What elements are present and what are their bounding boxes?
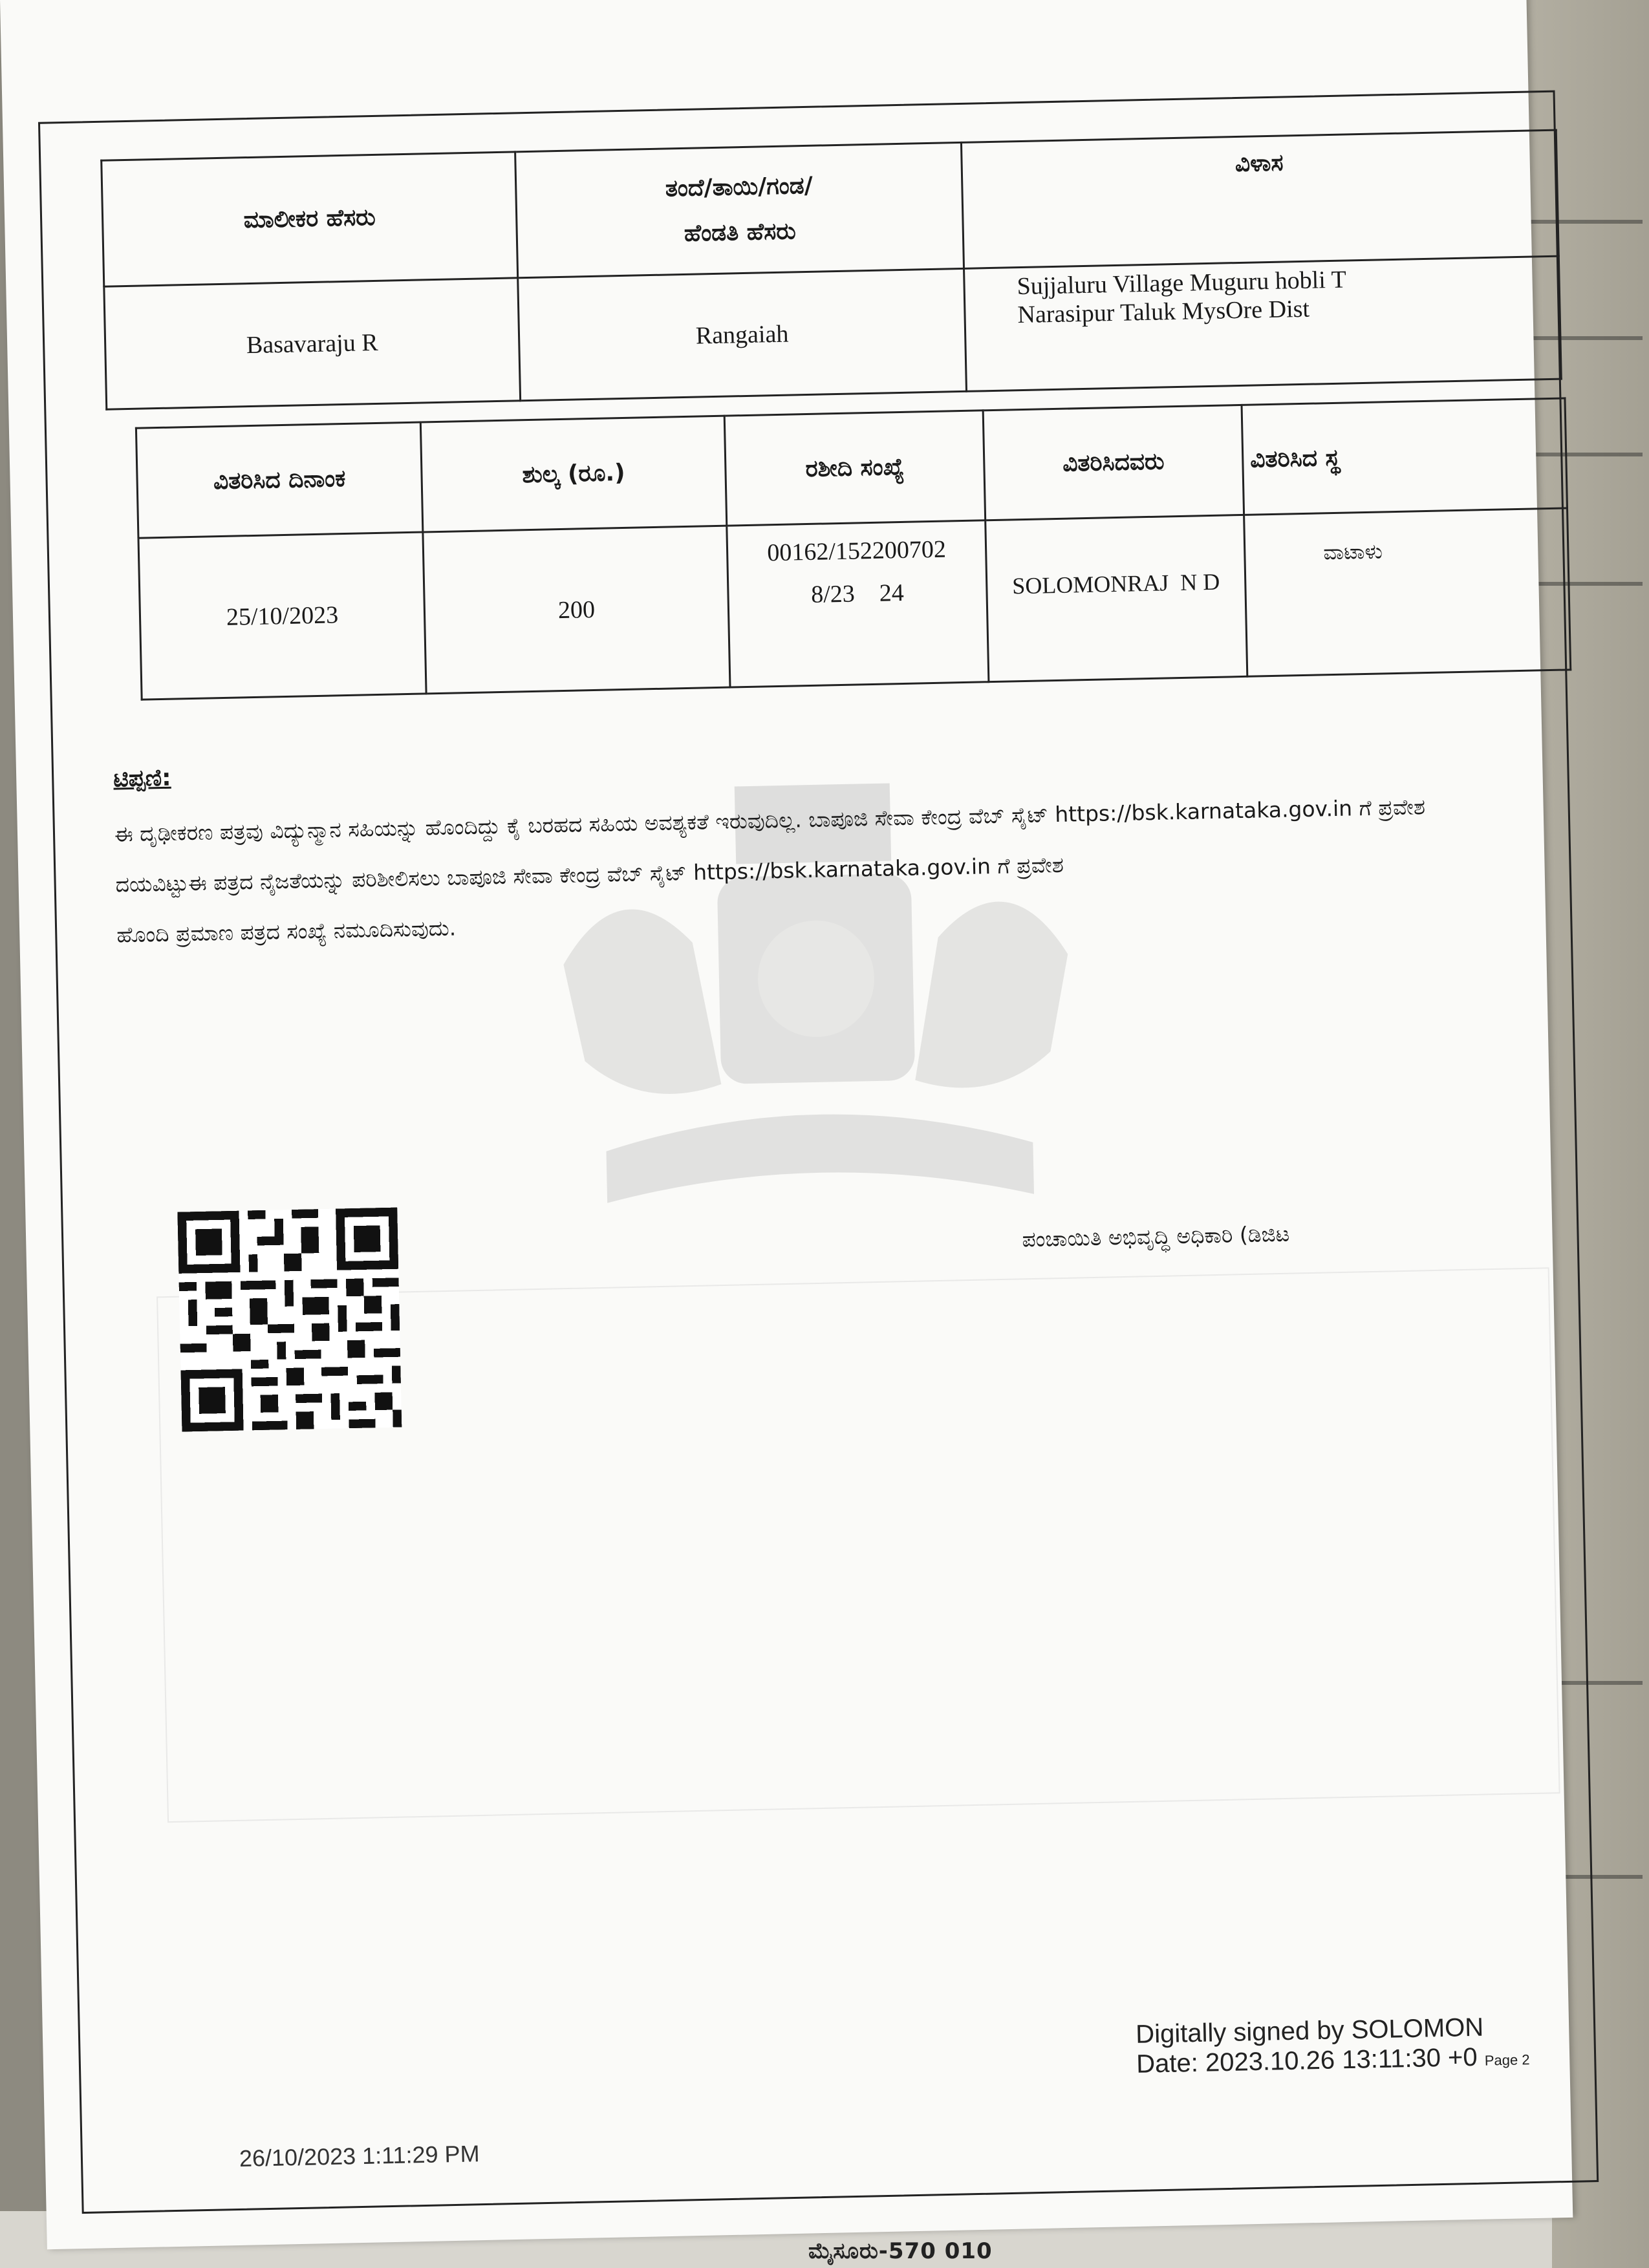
issued-date-value: 25/10/2023 bbox=[138, 532, 426, 700]
header-relation-line2: ಹೆಂಡತಿ ಹೆಸರು bbox=[684, 218, 797, 247]
note-line-3: ಹೊಂದಿ ಪ್ರಮಾಣ ಪತ್ರದ ಸಂಖ್ಯೆ ನಮೂದಿಸುವುದು. bbox=[116, 915, 457, 948]
issue-details-table bbox=[135, 397, 1571, 700]
receipt-line2: 8/23 24 bbox=[810, 579, 905, 608]
note-line-1: ಈ ದೃಢೀಕರಣ ಪತ್ರವು ವಿದ್ಯುನ್ಮಾನ ಸಹಿಯನ್ನು ಹೊಂದಿದ್ದು ಕೈ ಬರಹದ ಸಹಿಯ ಅವಶ್ಯಕತೆ ಇರುವುದಿಲ್ಲ. ಬಾಪೂಜಿ ಸೇವಾ ಕೇಂದ್ರ ವೆಬ್ ಸೈಟ್ https://bsk.karnataka.gov.in ಗೆ ಪ್ರವೇಶ bbox=[114, 794, 1426, 847]
issued-by-value: SOLOMONRAJ N D bbox=[986, 515, 1247, 681]
receipt-number-value bbox=[727, 520, 989, 687]
owner-name-value: Basavaraju R bbox=[104, 278, 521, 409]
note-line-2: ದಯವಿಟ್ಟುಈ ಪತ್ರದ ನೈಜತೆಯನ್ನು ಪರಿಶೀಲಿಸಲು ಬಾಪೂಜಿ ಸೇವಾ ಕೇಂದ್ರ ವೆಬ್ ಸೈಟ್ https://bsk.karnataka.gov.in ಗೆ ಪ್ರವೇಶ bbox=[115, 851, 1064, 897]
address-line1: Sujjaluru Village Muguru hobli T bbox=[1017, 266, 1347, 301]
owner-details-table bbox=[100, 129, 1562, 411]
header-fee: ಶುಲ್ಕ (ರೂ.) bbox=[420, 416, 726, 532]
header-address: ವಿಳಾಸ bbox=[961, 130, 1558, 268]
header-relation-line1: ತಂದೆ/ತಾಯಿ/ಗಂಡ/ bbox=[665, 172, 814, 202]
address-value bbox=[964, 256, 1562, 391]
fee-value: 200 bbox=[423, 526, 730, 694]
qr-code bbox=[177, 1208, 402, 1432]
digital-signature-timestamp: Date: 2023.10.26 13:11:30 +0 bbox=[1136, 2042, 1478, 2079]
digital-signature-block bbox=[1136, 2011, 1530, 2083]
header-issued-by: ವಿತರಿಸಿದವರು bbox=[983, 405, 1244, 520]
relation-name-value: Rangaiah bbox=[518, 268, 967, 400]
digital-signature-signer: Digitally signed by SOLOMON bbox=[1135, 2013, 1484, 2049]
receipt-line1: 00162/152200702 bbox=[766, 535, 947, 567]
note-body bbox=[114, 781, 1461, 961]
header-issued-place: ವಿತರಿಸಿದ ಸ್ಥ bbox=[1242, 398, 1567, 515]
note-heading: ಟಿಪ್ಪಣಿ: bbox=[113, 764, 171, 793]
background-footer-text: ಮೈಸೂರು-570 010 bbox=[808, 2238, 993, 2264]
header-receipt-number: ರಶೀದಿ ಸಂಖ್ಯೆ bbox=[724, 411, 985, 526]
page-number: Page 2 bbox=[1484, 2051, 1530, 2069]
issued-place-value: ವಾಟಾಳು bbox=[1244, 508, 1571, 676]
header-issued-date: ವಿತರಿಸಿದ ದಿನಾಂಕ bbox=[136, 422, 422, 538]
header-relation-name bbox=[515, 142, 964, 277]
print-timestamp: 26/10/2023 1:11:29 PM bbox=[239, 2140, 480, 2172]
officer-designation: ಪಂಚಾಯಿತಿ ಅಭಿವೃದ್ಧಿ ಅಧಿಕಾರಿ (ಡಿಜಿಟ bbox=[1022, 1221, 1290, 1252]
header-owner-name: ಮಾಲೀಕರ ಹೆಸರು bbox=[102, 152, 518, 286]
address-line2: Narasipur Taluk MysOre Dist bbox=[1017, 295, 1310, 329]
